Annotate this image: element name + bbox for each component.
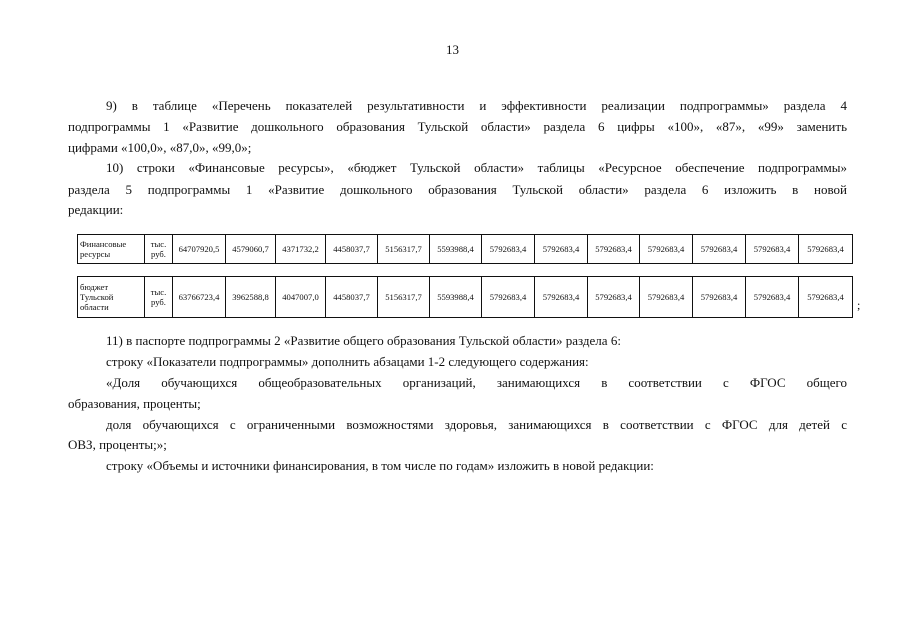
- value-cell: 5156317,7: [378, 277, 430, 318]
- value-cell: 5792683,4: [746, 277, 799, 318]
- para10-line3: редакции:: [68, 202, 124, 217]
- table-regional-budget: [77, 276, 853, 318]
- value-cell: 5156317,7: [378, 235, 430, 264]
- para9-line3: цифрами «100,0», «87,0», «99,0»;: [68, 140, 252, 155]
- para10-line2: раздела 5 подпрограммы 1 «Развитие дошкольного образования Тульской области» раздела 6 изложить в новой: [68, 182, 847, 197]
- para11-line5: доля обучающихся с ограниченными возможностями здоровья, занимающихся в соответствии с ФГОС для детей с: [106, 417, 847, 432]
- value-cell: 5792683,4: [799, 235, 853, 264]
- value-cell: 5792683,4: [535, 277, 588, 318]
- table-end-semicolon: ;: [857, 298, 861, 312]
- para9-line2: подпрограммы 1 «Развитие дошкольного образования Тульской области» раздела 6 цифры «100», «87», «99» заменить: [68, 119, 847, 134]
- value-cell: 5792683,4: [482, 277, 535, 318]
- para11-line6: ОВЗ, проценты;»;: [68, 437, 167, 452]
- value-cell: 5792683,4: [482, 235, 535, 264]
- value-cell: 5792683,4: [640, 235, 693, 264]
- value-cell: 4458037,7: [326, 277, 378, 318]
- row-label: Финансовые ресурсы: [78, 235, 145, 264]
- row-label: бюджет Тульской области: [78, 277, 145, 318]
- value-cell: 5792683,4: [640, 277, 693, 318]
- value-cell: 5792683,4: [588, 235, 640, 264]
- value-cell: 5792683,4: [693, 277, 746, 318]
- value-cell: 63766723,4: [173, 277, 226, 318]
- row-unit: тыс. руб.: [145, 277, 173, 318]
- value-cell: 64707920,5: [173, 235, 226, 264]
- value-cell: 5593988,4: [430, 277, 482, 318]
- table-row: [78, 235, 853, 264]
- value-cell: 4047007,0: [276, 277, 326, 318]
- page-number: 13: [446, 42, 459, 57]
- para11-line3: «Доля обучающихся общеобразовательных организаций, занимающихся в соответствии с ФГОС общего: [106, 375, 847, 390]
- para11-line7: строку «Объемы и источники финансирования, в том числе по годам» изложить в новой редакции:: [106, 458, 654, 473]
- value-cell: 5593988,4: [430, 235, 482, 264]
- para11-line1: 11) в паспорте подпрограммы 2 «Развитие общего образования Тульской области» раздела 6:: [106, 333, 621, 348]
- value-cell: 5792683,4: [693, 235, 746, 264]
- row-unit: тыс. руб.: [145, 235, 173, 264]
- value-cell: 5792683,4: [746, 235, 799, 264]
- value-cell: 5792683,4: [588, 277, 640, 318]
- value-cell: 3962588,8: [226, 277, 276, 318]
- table-financial-resources: [77, 234, 853, 264]
- table-row: [78, 277, 853, 318]
- value-cell: 4458037,7: [326, 235, 378, 264]
- value-cell: 4579060,7: [226, 235, 276, 264]
- para11-line4: образования, проценты;: [68, 396, 201, 411]
- value-cell: 4371732,2: [276, 235, 326, 264]
- para11-line2: строку «Показатели подпрограммы» дополнить абзацами 1-2 следующего содержания:: [106, 354, 589, 369]
- para9-line1: 9) в таблице «Перечень показателей результативности и эффективности реализации подпрограммы» раздела 4: [106, 98, 847, 113]
- para10-line1: 10) строки «Финансовые ресурсы», «бюджет Тульской области» таблицы «Ресурсное обеспечение подпрограммы»: [106, 160, 847, 175]
- value-cell: 5792683,4: [535, 235, 588, 264]
- value-cell: 5792683,4: [799, 277, 853, 318]
